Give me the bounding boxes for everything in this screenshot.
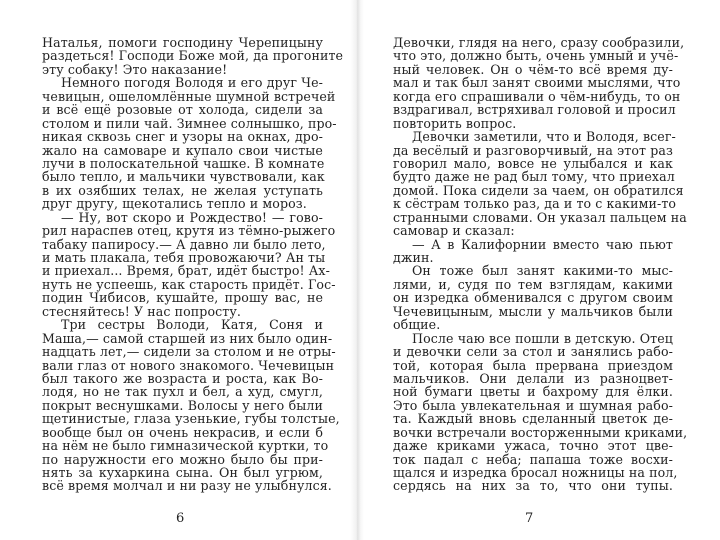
text-line: и приехал... Время, брат, идёт быстро! Ах- [42,263,330,279]
text-line: лями, и, судя по тем взглядам, какими [393,276,673,292]
text-line: джин. [393,250,434,265]
text-line: будто даже не рад был тому, что приехал [393,169,675,185]
text-line: вообще был он очень некрасив, и если б [42,424,323,440]
text-line: когда его спрашивали о чём-нибудь, то он [393,88,681,104]
text-line: лучи в полоскательной чашке. В комнате [42,155,325,171]
text-line: вочки встречали восторженными криками, [393,424,688,440]
text-line: щался и изредка бросал ножницы на пол, [393,465,678,480]
text-line: на нём не было гимназической куртки, то [42,438,329,454]
text-line: Немного погодя Володя и его друг Че- [61,75,323,91]
text-line: был такого же возраста и роста, как Во- [42,370,323,386]
left-page-number: 6 [176,511,185,526]
text-line: он изредка обменивался с другом своим [393,290,673,306]
text-line: Три сестры Володи, Катя, Соня и [61,317,323,333]
text-line: чевицын, ошеломлённые шумной встречей [42,88,336,104]
text-line: всё время молчал и ни разу не улыбнулся. [42,478,332,494]
text-line: ный человек. Он о чём-то всё время ду- [393,61,673,77]
text-line: столом и пили чай. Зимнее солнышко, про- [42,115,337,131]
text-line: общие. [393,317,441,333]
text-line: Маша,— самой старшей из них было один- [42,330,333,346]
right-page-number: 7 [525,511,534,526]
text-line: Чечевицыным, мысли у мальчиков были [393,303,673,319]
text-line: странными словами. Он указал пальцем на [393,209,687,225]
text-line: да весёлый и разговорчивый, на этот раз [393,142,673,158]
text-line: Девочки заметили, что и Володя, всег- [412,129,676,145]
text-line: Это была увлекательная и шумная рабо- [393,397,673,413]
text-line: что это, должно быть, очень умный и учё- [393,48,679,64]
text-line: нять за кухаркина сына. Он был угрюм, [42,465,323,480]
text-line: мал и так был занят своими мыслями, что [393,75,681,91]
text-line: никая сквозь снег и узоры на окнах, дро- [42,129,323,145]
text-line: эту собаку! Это наказание! [42,61,228,77]
text-line: та. Каждый вновь сделанный цветок де- [393,411,673,427]
right-page-text [393,35,688,494]
left-page [0,0,357,540]
text-line: сердясь на них за то, что они тупы. [393,478,673,494]
right-page [357,0,720,540]
text-line: друг другу, щекотались тепло и мороз. [42,196,307,212]
text-line: по наружности его можно было бы при- [42,451,323,467]
text-line: — Ну, вот скоро и Рождество! — гово- [61,209,323,225]
text-line: и девочки сели за стол и занялись рабо- [393,344,673,360]
text-line: покрыт веснушками. Волосы у него были [42,397,323,413]
text-line: раздеться! Господи Боже мой, да прогоните [42,48,344,64]
text-line: было тепло, и мальчики чувствовали, как [42,169,325,185]
text-line: самовар и сказал: [393,223,515,239]
text-line: и всё ещё розовые от холода, сидели за [42,102,323,118]
text-line: даже криками ужаса, точно этот цве- [393,438,673,454]
text-line: ток падал с неба; папаша тоже восхи- [393,451,673,467]
text-line: рил нараспев отец, крутя из тёмно-рыжего [42,223,336,239]
text-line: в их озябших телах, не желая уступать [42,182,323,198]
text-line: той, которая была прервана приездом [393,357,673,373]
text-line: и мать плакала, тебя провожаючи? Ан ты [42,250,326,265]
text-line: подин Чибисов, кушайте, прошу вас, не [42,290,323,306]
text-line: Он тоже был занят какими-то мыс- [412,263,673,279]
text-line: домой. Пока сидели за чаем, он обратился [393,182,684,198]
left-page-text [42,35,344,494]
text-line: к сёстрам только раз, да и то с какими-то [393,196,677,212]
text-line: мальчиков. Они делали из разноцвет- [393,370,673,386]
text-line: Наталья, помоги господину Черепицыну [42,35,323,50]
text-line: вздрагивал, встряхивал головой и просил [393,102,676,118]
text-line: вали глаз от нового знакомого. Чечевицын [42,357,335,373]
text-line: После чаю все пошли в детскую. Отец [412,330,673,346]
text-line: — А в Калифорнии вместо чаю пьют [412,236,673,252]
text-line: лодя, но не так пухл и бел, а худ, смугл, [42,384,323,400]
text-line: жало на самоваре и купало свои чистые [42,142,323,158]
text-line: говорил мало, вовсе не улыбался и как [393,155,673,171]
text-line: нуть не успеешь, как старость придёт. Гос- [42,276,336,292]
text-line: надцать лет,— сидели за столом и не отры- [42,344,336,360]
book-gutter [350,0,364,540]
text-line: ной бумаги цветы и бахрому для ёлки. [393,384,673,400]
text-line: повторить вопрос. [393,115,517,131]
text-line: стесняйтесь! У нас попросту. [42,303,241,319]
text-line: щетинистые, глаза узенькие, губы толстые, [42,411,340,427]
text-line: Девочки, глядя на него, сразу сообразили, [393,35,685,50]
text-line: табаку папиросу.— А давно ли было лето, [42,236,326,252]
